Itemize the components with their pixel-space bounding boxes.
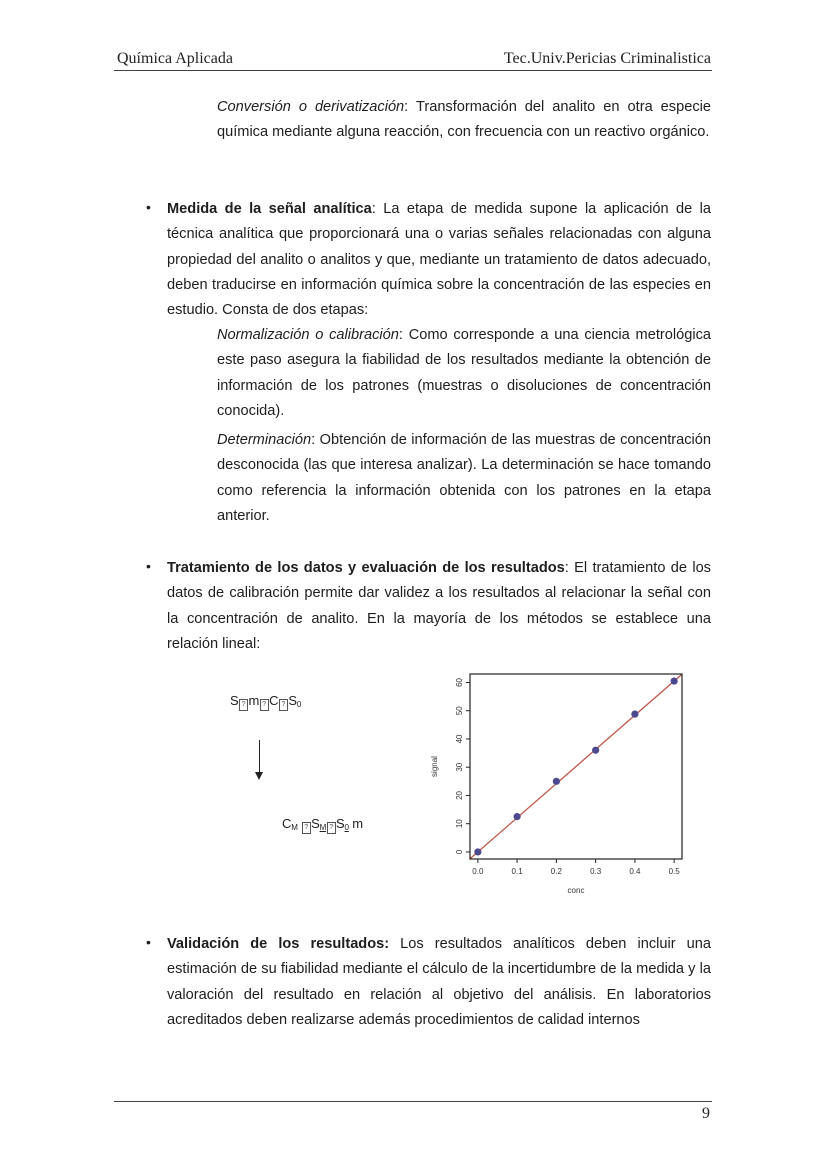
medida-paragraph: [167, 197, 711, 323]
y-axis-title: signal: [430, 756, 439, 777]
x-tick-label: 0.3: [590, 867, 602, 876]
data-point: [514, 813, 521, 820]
medida-term: Medida de la señal analítica: [167, 201, 372, 217]
x-tick-label: 0.4: [629, 867, 641, 876]
determinacion-term: Determinación: [217, 432, 312, 448]
calibration-plot: [420, 665, 700, 900]
header-divider: [114, 70, 712, 71]
bullet-icon: •: [146, 199, 151, 215]
validacion-term: Validación de los resultados:: [167, 936, 390, 952]
missing-glyph-icon: ?: [239, 699, 248, 711]
formula-symbol: S: [336, 816, 345, 831]
header-course-title: Química Aplicada: [117, 50, 233, 67]
down-arrow-icon: [259, 740, 260, 774]
y-tick-label: 20: [455, 790, 465, 800]
tratamiento-term: Tratamiento de los datos y evaluación de los resultados: [167, 560, 565, 576]
formula-symbol: S: [288, 693, 297, 708]
formula-symbol: S: [311, 816, 320, 831]
calibration-chart: [420, 665, 700, 900]
x-tick-label: 0.5: [668, 867, 680, 876]
data-point: [631, 711, 638, 718]
formula-subscript: M: [319, 823, 327, 832]
conversion-text: : Transformación del analito en otra especie química mediante alguna reacción, con frecuencia con un reactivo orgánico.: [217, 99, 711, 141]
formula-concentration: [282, 816, 363, 834]
x-tick-label: 0.0: [472, 867, 484, 876]
formula-symbol: m: [348, 816, 363, 831]
bullet-icon: •: [146, 934, 151, 950]
formula-subscript: 0: [296, 700, 302, 709]
normalizacion-term: Normalización o calibración: [217, 327, 399, 343]
page-number: 9: [702, 1105, 710, 1122]
conversion-term: Conversión o derivatización: [217, 99, 405, 115]
y-tick-label: 60: [455, 678, 465, 687]
validacion-text: Los resultados analíticos deben incluir una estimación de su fiabilidad mediante el cálculo de la incertidumbre de la medida y la valoración del resultado en relación al objetivo del análisis. En laboratorios acreditados deben realizarse además procedimientos de calidad internos: [167, 936, 711, 1028]
x-tick-label: 0.2: [550, 867, 562, 876]
fit-line: [470, 674, 682, 859]
determinacion-text: : Obtención de información de las muestras de concentración desconocida (las que interesa analizar). La determinación se hace tomando como referencia la información obtenida con los patrones en la etapa anterior.: [217, 432, 711, 524]
normalizacion-paragraph: [217, 323, 711, 424]
y-tick-label: 30: [455, 762, 465, 772]
formula-subscript: 0: [344, 823, 349, 832]
formula-symbol: m: [248, 693, 260, 708]
data-point: [671, 677, 678, 684]
data-point: [474, 848, 481, 855]
x-axis-title: conc: [567, 886, 585, 895]
missing-glyph-icon: ?: [279, 699, 288, 711]
conversion-paragraph: [217, 95, 711, 146]
medida-text: : La etapa de medida supone la aplicación de la técnica analítica que proporcionará una o varias señales relacionadas con alguna propiedad del analito o analitos y que, mediante un tratamiento de datos adecuado, deben traducirse en información química sobre la concentración de las especies en estudio. Consta de dos etapas:: [167, 201, 711, 319]
y-tick-label: 40: [455, 734, 465, 744]
missing-glyph-icon: ?: [260, 699, 269, 711]
y-tick-label: 50: [455, 706, 465, 716]
formula-symbol: C: [269, 693, 279, 708]
formula-symbol: S: [230, 693, 239, 708]
bullet-icon: •: [146, 558, 151, 574]
normalizacion-text: : Como corresponde a una ciencia metrológica este paso asegura la fiabilidad de los resultados mediante la obtención de información de los patrones (muestras o disoluciones de concentración conocida).: [217, 327, 711, 419]
footer-divider: [114, 1101, 712, 1102]
x-tick-label: 0.1: [511, 867, 523, 876]
tratamiento-paragraph: [167, 556, 711, 657]
header-program-title: Tec.Univ.Pericias Criminalistica: [503, 50, 711, 67]
page-header: [117, 48, 711, 70]
missing-glyph-icon: ?: [327, 822, 336, 834]
validacion-paragraph: [167, 932, 711, 1033]
formula-signal: [230, 693, 301, 711]
formula-symbol: C: [282, 816, 292, 831]
determinacion-paragraph: [217, 428, 711, 529]
data-point: [592, 747, 599, 754]
missing-glyph-icon: ?: [302, 822, 311, 834]
formula-subscript: M: [291, 823, 298, 832]
y-tick-label: 10: [455, 819, 465, 829]
tratamiento-text: : El tratamiento de los datos de calibración permite dar validez a los resultados al relacionar la señal con la concentración de analito. En la mayoría de los métodos se establece una relación lineal:: [167, 560, 711, 652]
data-point: [553, 778, 560, 785]
y-tick-label: 0: [455, 849, 465, 855]
